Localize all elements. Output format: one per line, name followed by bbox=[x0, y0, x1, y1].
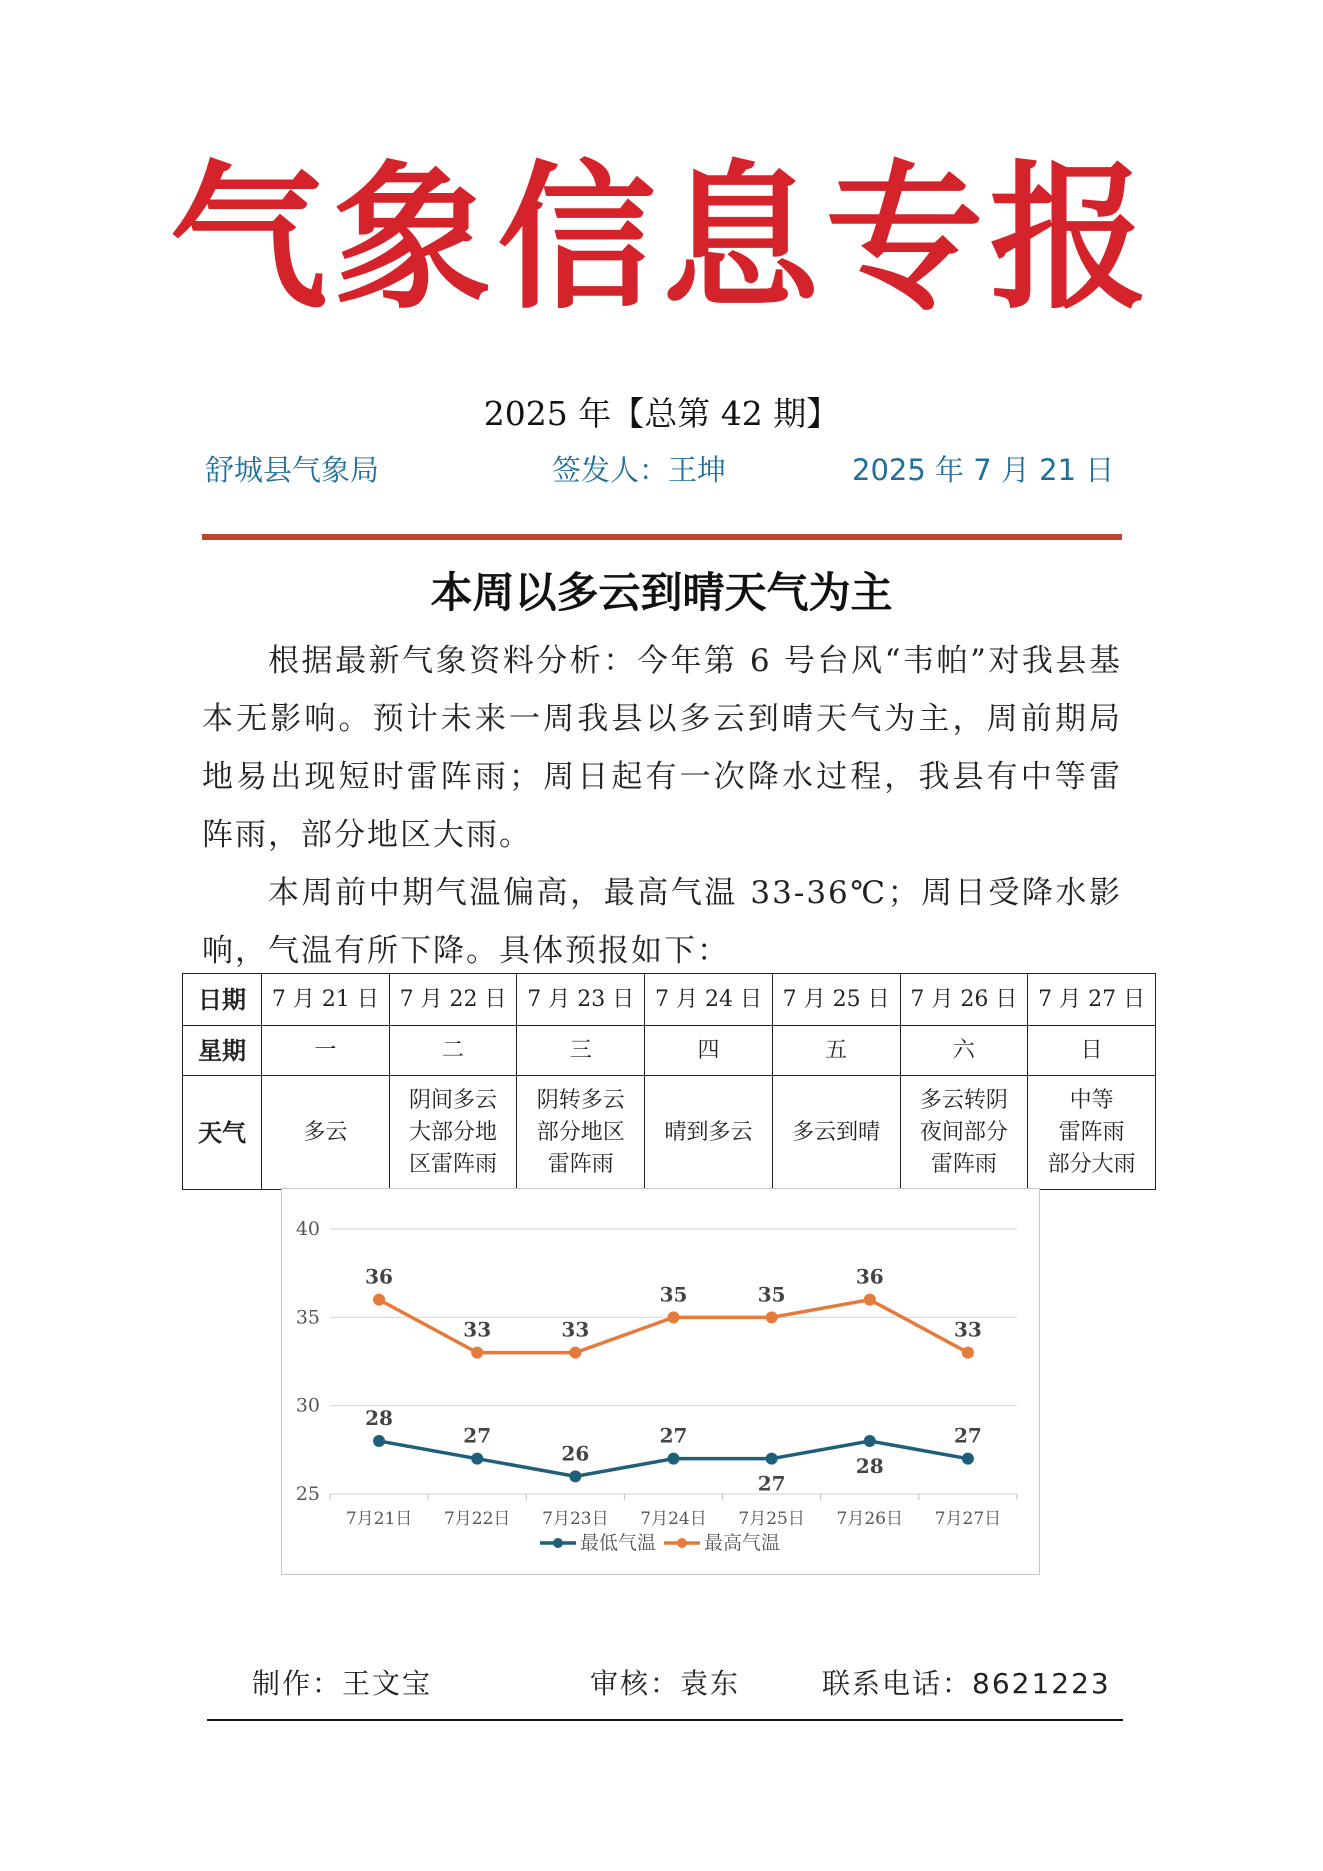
x-tick-label: 7月24日 bbox=[640, 1509, 707, 1529]
data-label: 27 bbox=[463, 1423, 492, 1448]
weather-cell bbox=[645, 1076, 773, 1190]
weekday-cell: 一 bbox=[262, 1026, 390, 1076]
weather-line: 大部分地 bbox=[409, 1119, 498, 1145]
weekday-cell: 三 bbox=[517, 1026, 645, 1076]
temperature-chart bbox=[281, 1188, 1040, 1575]
temperature-chart-svg bbox=[282, 1189, 1039, 1574]
weather-line: 雷阵雨 bbox=[547, 1151, 614, 1177]
legend-label: 最低气温 bbox=[580, 1532, 657, 1554]
data-point bbox=[668, 1311, 680, 1323]
paragraph-1 bbox=[202, 632, 1122, 864]
paragraph-1-text: 根据最新气象资料分析：今年第 6 号台风“韦帕”对我县基本无影响。预计未来一周我县以多云到晴天气为主，周前期局地易出现短时雷阵雨；周日起有一次降水过程，我县有中等雷阵雨，部分地区大雨。 bbox=[202, 643, 1122, 853]
headline: 本周以多云到晴天气为主 bbox=[430, 568, 893, 617]
masthead-title: 气象信息专报 bbox=[169, 146, 1154, 331]
data-label: 28 bbox=[365, 1406, 393, 1430]
footer-divider bbox=[207, 1719, 1123, 1721]
weather-row bbox=[183, 1076, 1156, 1190]
x-tick-label: 7月22日 bbox=[443, 1509, 511, 1529]
weather-cell bbox=[389, 1076, 517, 1190]
date-cell: 7 月 22 日 bbox=[389, 974, 517, 1026]
weekday-cell: 四 bbox=[645, 1026, 773, 1076]
x-tick-label: 7月26日 bbox=[836, 1509, 904, 1529]
legend-marker bbox=[677, 1538, 687, 1548]
data-point bbox=[471, 1453, 483, 1465]
footer-phone: 联系电话：8621223 bbox=[822, 1667, 1111, 1700]
data-point bbox=[962, 1347, 974, 1359]
data-label: 27 bbox=[757, 1471, 786, 1496]
date-cell: 7 月 26 日 bbox=[900, 974, 1028, 1026]
data-point bbox=[962, 1453, 974, 1465]
weather-cell bbox=[900, 1076, 1028, 1190]
date-cell: 7 月 23 日 bbox=[517, 974, 645, 1026]
data-label: 36 bbox=[855, 1264, 884, 1289]
forecast-table bbox=[182, 973, 1156, 1190]
y-tick-label: 30 bbox=[295, 1394, 320, 1417]
weather-line: 中等 bbox=[1069, 1087, 1114, 1113]
data-label: 35 bbox=[757, 1282, 786, 1307]
weather-line: 区雷阵雨 bbox=[409, 1151, 498, 1177]
x-tick-label: 7月25日 bbox=[738, 1509, 805, 1529]
data-point bbox=[373, 1435, 385, 1447]
data-point bbox=[569, 1347, 581, 1359]
data-label: 27 bbox=[659, 1423, 688, 1448]
weekday-cell: 二 bbox=[389, 1026, 517, 1076]
data-point bbox=[766, 1453, 778, 1465]
weather-line: 阴间多云 bbox=[409, 1087, 498, 1113]
issuing-agency: 舒城县气象局 bbox=[205, 453, 380, 487]
data-label: 33 bbox=[561, 1317, 590, 1342]
x-tick-label: 7月21日 bbox=[345, 1509, 413, 1529]
data-label: 36 bbox=[365, 1264, 393, 1289]
data-point bbox=[864, 1435, 876, 1447]
issue-number: 2025 年【总第 42 期】 bbox=[483, 394, 840, 433]
weather-line: 雷阵雨 bbox=[930, 1151, 997, 1177]
row-header-weather: 天气 bbox=[183, 1076, 262, 1190]
footer-maker: 制作：王文宝 bbox=[252, 1667, 433, 1700]
x-tick-label: 7月27日 bbox=[934, 1509, 1002, 1529]
issue-date: 2025 年 7 月 21 日 bbox=[852, 453, 1115, 487]
signer: 签发人：王坤 bbox=[552, 453, 727, 487]
weather-line: 部分大雨 bbox=[1047, 1151, 1136, 1177]
weather-line: 夜间部分 bbox=[919, 1119, 1008, 1145]
weekday-cell: 六 bbox=[900, 1026, 1028, 1076]
weekday-cell: 五 bbox=[772, 1026, 900, 1076]
y-tick-label: 35 bbox=[295, 1306, 320, 1329]
weather-cell bbox=[262, 1076, 390, 1190]
x-tick-label: 7月23日 bbox=[542, 1509, 609, 1529]
data-label: 33 bbox=[954, 1317, 982, 1342]
weather-line: 多云 bbox=[303, 1119, 348, 1145]
row-header-date: 日期 bbox=[183, 974, 262, 1026]
y-tick-label: 25 bbox=[295, 1483, 320, 1505]
weather-cell bbox=[517, 1076, 645, 1190]
weather-line: 部分地区 bbox=[536, 1119, 625, 1145]
data-point bbox=[569, 1470, 581, 1482]
row-header-weekday: 星期 bbox=[183, 1026, 262, 1076]
data-label: 28 bbox=[855, 1454, 884, 1478]
weather-line: 多云到晴 bbox=[792, 1119, 881, 1145]
data-label: 26 bbox=[561, 1441, 590, 1466]
weekday-row bbox=[183, 1026, 1156, 1076]
date-cell: 7 月 24 日 bbox=[645, 974, 773, 1026]
date-cell: 7 月 27 日 bbox=[1028, 974, 1156, 1026]
data-point bbox=[864, 1294, 876, 1306]
paragraph-2-text: 本周前中期气温偏高，最高气温 33-36℃；周日受降水影响，气温有所下降。具体预报如下： bbox=[202, 875, 1122, 969]
weather-line: 阴转多云 bbox=[536, 1087, 625, 1113]
legend-marker bbox=[553, 1538, 563, 1548]
data-point bbox=[766, 1311, 778, 1323]
data-point bbox=[373, 1294, 385, 1306]
data-label: 33 bbox=[463, 1317, 492, 1342]
y-tick-label: 40 bbox=[295, 1218, 320, 1240]
footer-reviewer: 审核：袁东 bbox=[590, 1667, 741, 1700]
date-cell: 7 月 21 日 bbox=[262, 974, 390, 1026]
header-divider bbox=[202, 534, 1122, 540]
weekday-cell: 日 bbox=[1028, 1026, 1156, 1076]
data-point bbox=[471, 1347, 483, 1359]
weather-line: 多云转阴 bbox=[919, 1087, 1008, 1113]
paragraph-2 bbox=[202, 864, 1122, 980]
weather-cell bbox=[772, 1076, 900, 1190]
date-row bbox=[183, 974, 1156, 1026]
weather-cell bbox=[1028, 1076, 1156, 1190]
data-label: 35 bbox=[659, 1282, 688, 1307]
data-label: 27 bbox=[954, 1423, 982, 1448]
legend-label: 最高气温 bbox=[704, 1532, 781, 1554]
data-point bbox=[668, 1453, 680, 1465]
weather-line: 雷阵雨 bbox=[1058, 1119, 1125, 1145]
date-cell: 7 月 25 日 bbox=[772, 974, 900, 1026]
weather-line: 晴到多云 bbox=[664, 1119, 753, 1145]
